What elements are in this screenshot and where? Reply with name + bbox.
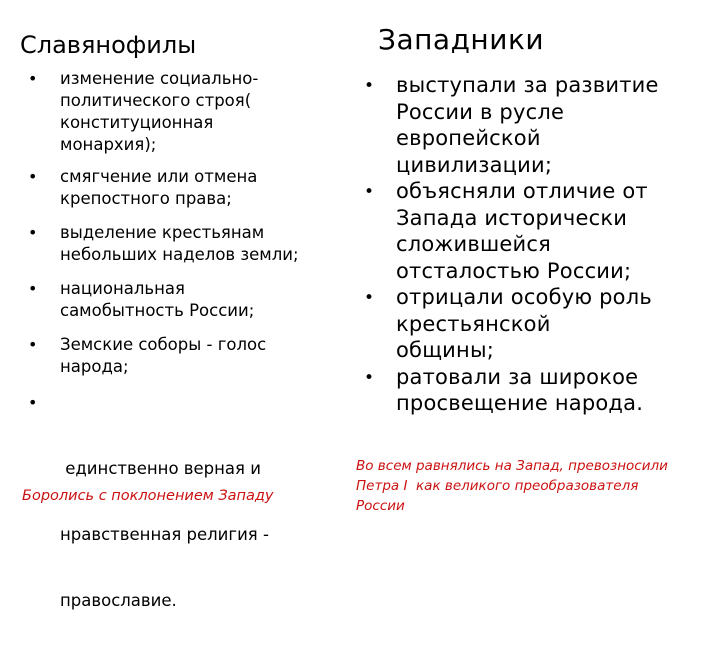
list-item-line: отсталостью России; bbox=[396, 258, 632, 283]
bullet-icon: • bbox=[28, 393, 38, 412]
note-line: Петра I как великого преобразователя bbox=[356, 478, 639, 494]
list-item bbox=[362, 284, 712, 364]
list-item bbox=[28, 222, 348, 266]
westernizers-note bbox=[356, 456, 716, 516]
list-item-line: общины; bbox=[396, 338, 495, 362]
list-item-line: Земские соборы - голос bbox=[60, 335, 267, 354]
list-item-line: изменение социально- bbox=[60, 69, 259, 88]
list-item bbox=[362, 178, 712, 284]
list-item-line: отрицали особую роль bbox=[396, 285, 652, 309]
list-item-line: конституционная bbox=[60, 113, 214, 132]
list-item-line: ратовали за широкое bbox=[396, 364, 639, 389]
bullet-icon: • bbox=[28, 69, 38, 88]
slavophiles-title: Славянофилы bbox=[20, 31, 197, 59]
bullet-icon: • bbox=[364, 76, 375, 96]
list-item-line: цивилизации; bbox=[396, 152, 553, 177]
bullet-icon: • bbox=[28, 223, 38, 242]
list-item-line: Запада исторически bbox=[396, 205, 628, 230]
list-item-line: единственно верная и bbox=[60, 459, 261, 478]
bullet-icon: • bbox=[364, 367, 375, 388]
bullet-icon: • bbox=[28, 335, 38, 354]
list-item-line: выделение крестьянам bbox=[60, 223, 265, 242]
list-item-line: объясняли отличие от bbox=[396, 179, 648, 203]
list-item-line: национальная bbox=[60, 279, 185, 298]
bullet-icon: • bbox=[28, 279, 38, 298]
list-item-line: крестьянской bbox=[396, 311, 551, 336]
list-item-line: сложившейся bbox=[396, 232, 551, 256]
list-item-line: смягчение или отмена bbox=[60, 167, 258, 186]
list-item bbox=[28, 68, 348, 156]
westernizers-title: Западники bbox=[378, 23, 545, 56]
westernizers-list bbox=[362, 72, 712, 417]
list-item-line: монархия); bbox=[60, 135, 157, 154]
list-item-line: нравственная религия - bbox=[60, 525, 269, 544]
list-item bbox=[28, 278, 348, 322]
bullet-icon: • bbox=[364, 288, 375, 308]
list-item-line: крепостного права; bbox=[60, 189, 232, 208]
list-item-line: народа; bbox=[60, 357, 129, 376]
list-item bbox=[28, 166, 348, 210]
slavophiles-note: Боролись с поклонением Западу bbox=[22, 488, 274, 504]
note-line: России bbox=[356, 498, 405, 514]
list-item bbox=[362, 364, 712, 417]
note-line: Во всем равнялись на Запад, превозносили bbox=[356, 458, 668, 474]
bullet-icon: • bbox=[28, 167, 38, 186]
list-item-line: России в русле bbox=[396, 99, 565, 124]
list-item-line: просвещение народа. bbox=[396, 391, 644, 415]
list-item-line: самобытность России; bbox=[60, 301, 255, 320]
list-item bbox=[28, 334, 348, 378]
list-item bbox=[28, 392, 348, 656]
list-item-line: европейской bbox=[396, 126, 541, 150]
slavophiles-list bbox=[28, 68, 348, 656]
list-item-line: православие. bbox=[60, 591, 177, 610]
list-item-line: небольших наделов земли; bbox=[60, 245, 299, 264]
list-item bbox=[362, 72, 712, 178]
bullet-icon: • bbox=[364, 182, 375, 202]
list-item-line: политического строя( bbox=[60, 91, 252, 110]
list-item-line: выступали за развитие bbox=[396, 73, 659, 97]
